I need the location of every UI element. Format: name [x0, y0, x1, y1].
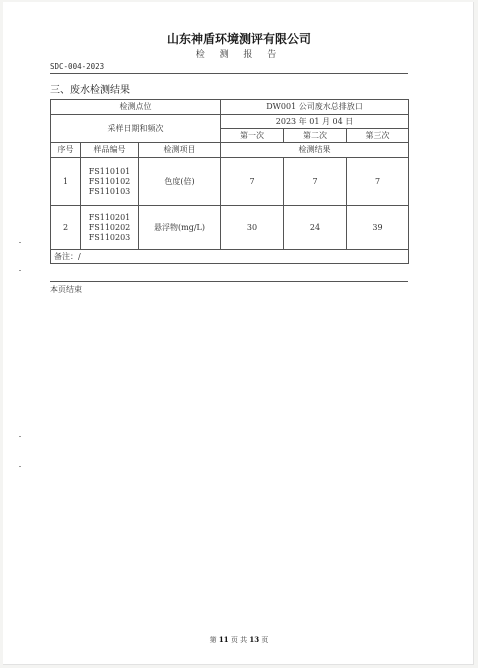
- footer-suffix: 页: [261, 636, 269, 644]
- result-value: 30: [221, 206, 284, 250]
- table-row: [51, 100, 409, 115]
- monitoring-point-value: DW001 公司废水总排放口: [221, 100, 409, 115]
- footer-middle: 页 共: [230, 636, 248, 644]
- table-row: [51, 115, 409, 129]
- sample-id: FS110103: [88, 186, 131, 196]
- scan-speck: [19, 466, 21, 467]
- sample-id: FS110201: [88, 212, 131, 222]
- test-item: 色度(倍): [139, 158, 221, 206]
- sample-id: FS110102: [88, 176, 131, 186]
- table-row: [51, 250, 409, 264]
- section-title: 三、废水检测结果: [50, 85, 130, 96]
- report-title: 检 测 报 告: [195, 50, 283, 60]
- column-header-no: 序号: [51, 143, 81, 158]
- sampling-date: 2023 年 01 月 04 日: [221, 115, 409, 129]
- sample-ids: [81, 158, 139, 206]
- result-value: 39: [347, 206, 409, 250]
- scan-speck: [19, 270, 21, 271]
- result-value: 7: [347, 158, 409, 206]
- current-page-number: 11: [218, 635, 229, 644]
- result-value: 7: [284, 158, 347, 206]
- table-note: 备注：/: [51, 250, 409, 264]
- sample-id: FS110101: [88, 166, 131, 176]
- footer-prefix: 第: [209, 636, 217, 644]
- scan-speck: [19, 242, 21, 243]
- table-row: [51, 206, 409, 250]
- row-number: 2: [51, 206, 81, 250]
- column-header-result: 检测结果: [221, 143, 409, 158]
- column-header-item: 检测项目: [139, 143, 221, 158]
- company-name: 山东神盾环境测评有限公司: [166, 32, 311, 46]
- run-header: 第二次: [284, 129, 347, 143]
- row-number: 1: [51, 158, 81, 206]
- document-code: SDC-004-2023: [50, 62, 105, 71]
- sample-id: FS110203: [88, 232, 131, 242]
- monitoring-point-label: 检测点位: [51, 100, 221, 115]
- table-row: [51, 143, 409, 158]
- result-value: 24: [284, 206, 347, 250]
- page-footer: [0, 635, 478, 645]
- run-header: 第三次: [347, 129, 409, 143]
- page-end-text: 本页结束: [50, 285, 82, 294]
- table-row: [51, 158, 409, 206]
- sampling-date-label: 采样日期和频次: [51, 115, 221, 143]
- wastewater-results-table: [50, 99, 409, 264]
- test-item: 悬浮物(mg/L): [139, 206, 221, 250]
- sample-ids: [81, 206, 139, 250]
- result-value: 7: [221, 158, 284, 206]
- scan-speck: [19, 436, 21, 437]
- end-rule: [50, 281, 408, 282]
- sample-id: FS110202: [88, 222, 131, 232]
- header-rule: [50, 73, 408, 74]
- total-page-number: 13: [249, 635, 260, 644]
- column-header-sample: 样品编号: [81, 143, 139, 158]
- run-header: 第一次: [221, 129, 284, 143]
